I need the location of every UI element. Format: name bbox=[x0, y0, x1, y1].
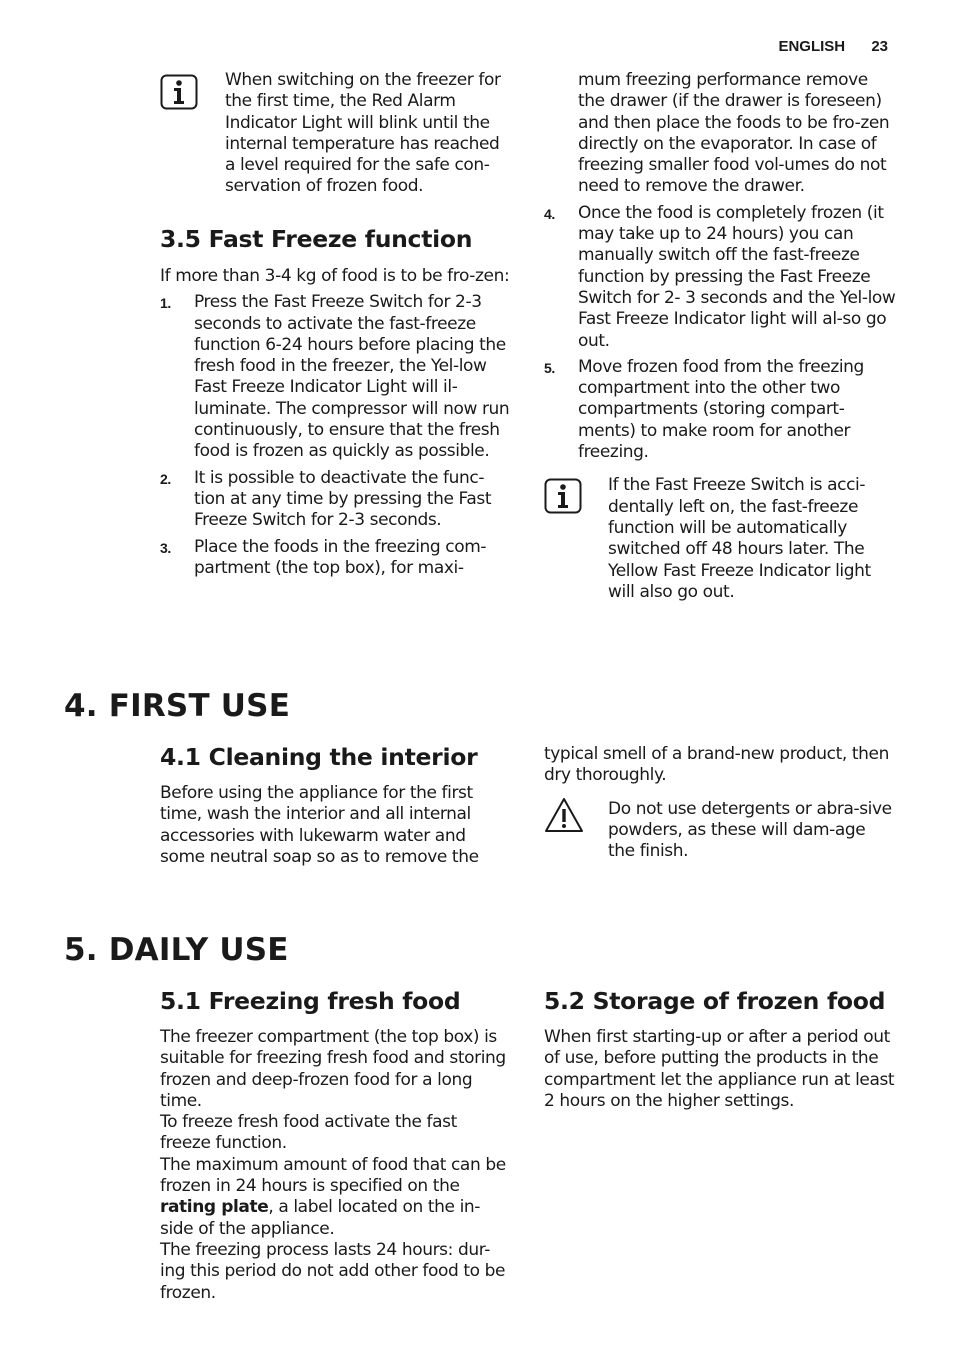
info-note-text: When switching on the freezer for the first time, the Red Alarm Indicator Light will blink until the internal temperature has reached a level required for the safe con-servation of frozen food. bbox=[225, 70, 501, 197]
paragraph bbox=[160, 1155, 512, 1240]
list-item-text: Move frozen food from the freezing compartment into the other two compartments (storing compart-ments) to make room for another freezing. bbox=[578, 356, 864, 463]
list-item bbox=[160, 537, 512, 580]
right-column-top bbox=[544, 70, 896, 603]
info-note-first-switch-on bbox=[160, 70, 512, 202]
rating-plate-term: rating plate bbox=[160, 1197, 269, 1218]
list-item-text: Once the food is completely frozen (it may take up to 24 hours) you can manually switch off the fast-freeze function by pressing the Fast Freeze Switch for 2- 3 seconds and the Yel-low Fast Freeze Indicator light will al-so go out. bbox=[578, 202, 896, 351]
info-note-fast-freeze-left-on bbox=[544, 475, 896, 603]
paragraph: To freeze fresh food activate the fast freeze function. bbox=[160, 1112, 457, 1154]
list-item bbox=[160, 468, 512, 532]
section-title: Cleaning the interior bbox=[208, 743, 478, 771]
list-item-continued bbox=[544, 70, 896, 198]
section-number: 5.2 bbox=[544, 987, 585, 1015]
section-title: Storage of frozen food bbox=[592, 987, 886, 1015]
warning-note bbox=[544, 799, 896, 863]
page-header bbox=[778, 38, 888, 55]
list-item-number: 4. bbox=[544, 205, 555, 222]
chapter-number: 4. bbox=[64, 688, 98, 724]
language-label: ENGLISH bbox=[778, 38, 846, 55]
section-title: Freezing fresh food bbox=[208, 987, 461, 1015]
list-item-text: It is possible to deactivate the func-tion at any time by pressing the Fast Freeze Switch for 2-3 seconds. bbox=[194, 467, 492, 531]
fast-freeze-steps-left bbox=[160, 292, 512, 579]
section-5-2-heading bbox=[544, 986, 896, 1016]
info-note-text: If the Fast Freeze Switch is acci-dentally left on, the fast-freeze function will be automatically switched off 48 hours later. The Yellow Fast Freeze Indicator light will also go out. bbox=[608, 475, 871, 602]
list-item bbox=[160, 292, 512, 462]
storage-text: When first starting-up or after a period out of use, before putting the products in the compartment let the appliance run at least 2 hours on the higher settings. bbox=[544, 1027, 895, 1111]
section-number: 5.1 bbox=[160, 987, 201, 1015]
list-item-text: mum freezing performance remove the drawer (if the drawer is foreseen) and then place the foods to be fro-zen directly on the evaporator. In case of freezing smaller food vol-umes do not need to remove the drawer. bbox=[578, 70, 890, 197]
chapter-number: 5. bbox=[64, 932, 98, 968]
text-run: The maximum amount of food that can be frozen in 24 hours is specified on the bbox=[160, 1154, 506, 1197]
cleaning-left-column bbox=[160, 742, 512, 868]
cleaning-right-column bbox=[544, 744, 896, 862]
list-item-text: Place the foods in the freezing com-partment (the top box), for maxi- bbox=[194, 536, 487, 578]
text-run: , a label located on the in-side of the appliance. bbox=[160, 1197, 480, 1239]
info-icon bbox=[544, 478, 582, 518]
cleaning-text-continued: typical smell of a brand-new product, then dry thoroughly. bbox=[544, 744, 889, 786]
paragraph: The freezing process lasts 24 hours: dur-ing this period do not add other food to be frozen. bbox=[160, 1239, 506, 1303]
section-number: 3.5 bbox=[160, 225, 201, 253]
storage-frozen-food-column bbox=[544, 986, 896, 1112]
chapter-heading-daily-use bbox=[64, 932, 289, 968]
warning-icon bbox=[544, 796, 584, 838]
list-item bbox=[544, 357, 896, 463]
section-3-5-heading bbox=[160, 224, 512, 254]
chapter-title: DAILY USE bbox=[108, 932, 289, 968]
warning-text: Do not use detergents or abra-sive powders, as these will dam-age the finish. bbox=[608, 798, 892, 862]
page-number: 23 bbox=[871, 38, 888, 55]
list-item-number: 5. bbox=[544, 359, 555, 376]
freezing-fresh-food-column bbox=[160, 986, 512, 1304]
section-title: Fast Freeze function bbox=[208, 225, 473, 253]
paragraph: The freezer compartment (the top box) is suitable for freezing fresh food and storing frozen and deep-frozen food for a long time. bbox=[160, 1027, 506, 1111]
list-item-number: 2. bbox=[160, 470, 171, 487]
left-column-top bbox=[160, 70, 512, 579]
freezing-fresh-food-body bbox=[160, 1027, 512, 1304]
section-4-1-heading bbox=[160, 742, 512, 772]
list-item-text: Press the Fast Freeze Switch for 2-3 seconds to activate the fast-freeze function 6-24 hours before placing the fresh food in the freezer, the Yel-low Fast Freeze Indicator Light will il-luminate. The compressor will now run continuously, to ensure that the fresh food is frozen as quickly as possible. bbox=[194, 292, 510, 462]
section-5-1-heading bbox=[160, 986, 512, 1016]
section-number: 4.1 bbox=[160, 743, 201, 771]
cleaning-text: Before using the appliance for the first time, wash the interior and all internal accessories with lukewarm water and some neutral soap so as to remove the bbox=[160, 783, 479, 867]
fast-freeze-intro: If more than 3-4 kg of food is to be fro-zen: bbox=[160, 266, 510, 286]
list-item-number: 1. bbox=[160, 295, 171, 312]
list-item bbox=[544, 203, 896, 352]
list-item-number: 3. bbox=[160, 539, 171, 556]
chapter-heading-first-use bbox=[64, 688, 290, 724]
chapter-title: FIRST USE bbox=[108, 688, 291, 724]
info-icon bbox=[160, 74, 198, 114]
